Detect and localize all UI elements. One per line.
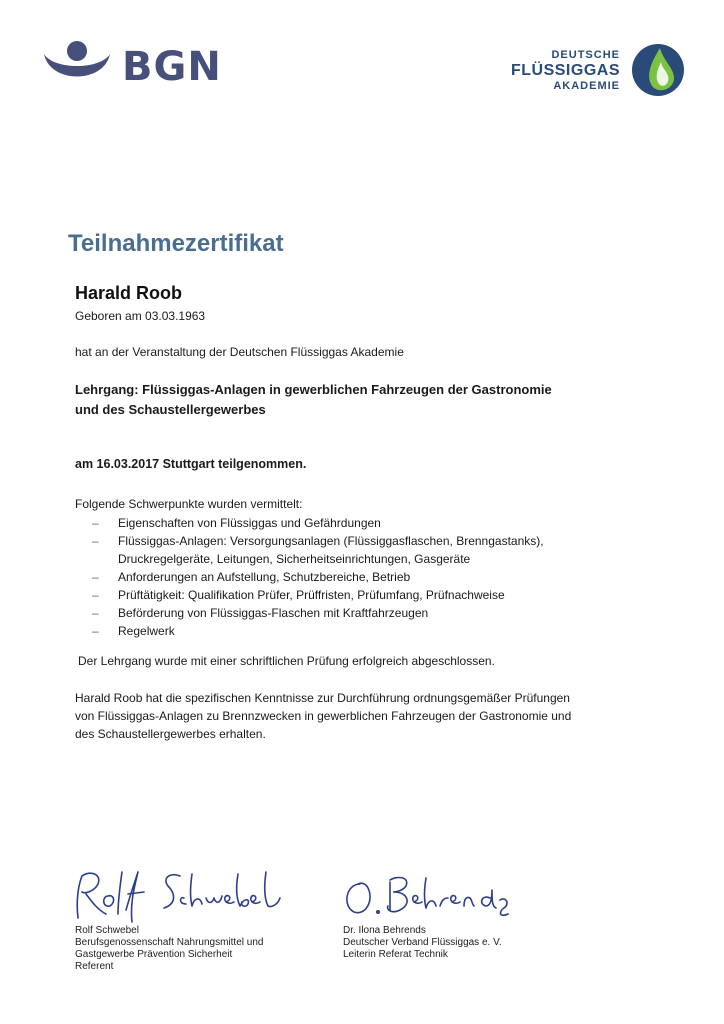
signer-org-right: Deutscher Verband Flüssiggas e. V. xyxy=(343,937,502,948)
list-item-text: Druckregelgeräte, Leitungen, Sicherheitseinrichtungen, Gasgeräte xyxy=(118,552,471,566)
intro-text: hat an der Veranstaltung der Deutschen Flüssiggas Akademie xyxy=(75,345,404,359)
dfa-logo-line1: DEUTSCHE xyxy=(551,49,620,61)
dash-bullet-icon: – xyxy=(92,516,99,530)
date-location: am 16.03.2017 Stuttgart teilgenommen. xyxy=(75,457,307,471)
signer-org-left: Berufsgenossenschaft Nahrungsmittel und xyxy=(75,937,264,948)
list-item-text: Regelwerk xyxy=(118,624,175,638)
list-item-text: Flüssiggas-Anlagen: Versorgungsanlagen (Flüssiggasflaschen, Brenngastanks), xyxy=(118,534,544,548)
list-item xyxy=(92,532,692,568)
handwritten-signature-schwebel-icon xyxy=(72,866,292,926)
dfa-logo-line3: AKADEMIE xyxy=(553,80,620,92)
signer-org-left: Gastgewerbe Prävention Sicherheit xyxy=(75,949,233,960)
conclusion-text xyxy=(75,689,655,743)
signer-role-left: Referent xyxy=(75,961,114,972)
list-item xyxy=(92,514,692,532)
signer-name-left: Rolf Schwebel xyxy=(75,925,139,936)
bgn-logo-text: BGN xyxy=(122,44,222,90)
dfa-logo xyxy=(490,42,686,100)
course-title-line1: Lehrgang: Flüssiggas-Anlagen in gewerblichen Fahrzeugen der Gastronomie xyxy=(75,382,552,397)
dash-bullet-icon: – xyxy=(92,624,99,638)
dash-bullet-icon: – xyxy=(92,534,99,548)
bgn-logo-mark-icon xyxy=(42,40,112,88)
list-item-text: Eigenschaften von Flüssiggas und Gefährdungen xyxy=(118,516,381,530)
dfa-logo-line2: FLÜSSIGGAS xyxy=(510,62,620,79)
list-item xyxy=(92,586,692,604)
list-item xyxy=(92,622,692,640)
exam-statement: Der Lehrgang wurde mit einer schriftlichen Prüfung erfolgreich abgeschlossen. xyxy=(78,654,495,668)
bgn-logo xyxy=(42,40,222,96)
handwritten-signature-behrends-icon xyxy=(340,870,540,922)
conclusion-line: Harald Roob hat die spezifischen Kenntnisse zur Durchführung ordnungsgemäßer Prüfungen xyxy=(75,691,570,705)
signature-block-left xyxy=(72,866,332,972)
signer-name-right: Dr. Ilona Behrends xyxy=(343,925,426,936)
conclusion-line: von Flüssiggas-Anlagen zu Brennzwecken in gewerblichen Fahrzeugen der Gastronomie und xyxy=(75,709,572,723)
signature-block-right xyxy=(340,870,590,960)
certificate-title: Teilnahmezertifikat xyxy=(68,230,284,257)
topics-list xyxy=(92,514,692,640)
birth-date: Geboren am 03.03.1963 xyxy=(75,309,206,323)
list-item xyxy=(92,568,692,586)
list-item-text: Anforderungen an Aufstellung, Schutzbereiche, Betrieb xyxy=(118,570,411,584)
signer-role-right: Leiterin Referat Technik xyxy=(343,949,448,960)
participant-name: Harald Roob xyxy=(75,283,183,303)
topics-intro: Folgende Schwerpunkte wurden vermittelt: xyxy=(75,497,303,511)
course-title xyxy=(75,380,675,420)
conclusion-line: des Schaustellergewerbes erhalten. xyxy=(75,727,266,741)
list-item xyxy=(92,604,692,622)
dash-bullet-icon: – xyxy=(92,606,99,620)
dfa-flame-drop-icon xyxy=(630,42,686,98)
course-title-line2: und des Schaustellergewerbes xyxy=(75,402,266,417)
list-item-text: Beförderung von Flüssiggas-Flaschen mit Kraftfahrzeugen xyxy=(118,606,429,620)
list-item-text: Prüftätigkeit: Qualifikation Prüfer, Prüffristen, Prüfumfang, Prüfnachweise xyxy=(118,588,505,602)
dash-bullet-icon: – xyxy=(92,588,99,602)
dash-bullet-icon: – xyxy=(92,570,99,584)
